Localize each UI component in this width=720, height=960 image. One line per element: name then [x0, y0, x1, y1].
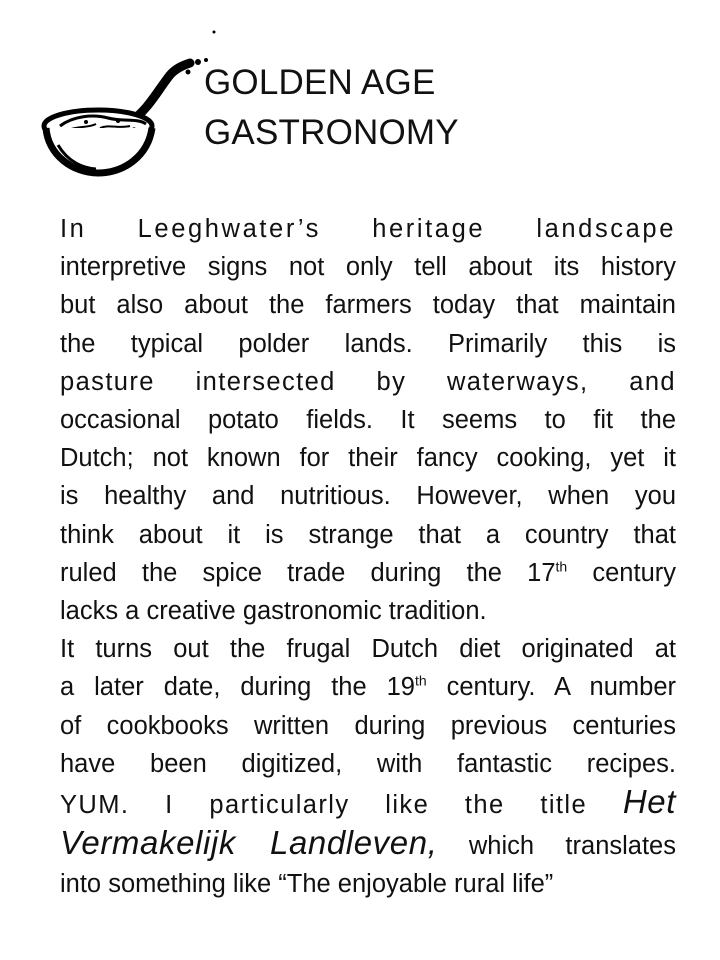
- page-title: [204, 58, 459, 158]
- text-line: the typical polder lands. Primarily this is: [60, 329, 676, 358]
- text-segment: YUM. I particularly like the title: [60, 791, 623, 820]
- bowl-drawing: [38, 30, 228, 180]
- soup-bowl-with-spoon-icon: [38, 30, 228, 180]
- superscript: th: [555, 558, 568, 575]
- text-line: into something like “The enjoyable rural life”: [60, 870, 554, 899]
- title-line-2: GASTRONOMY: [204, 113, 459, 152]
- text-line: It turns out the frugal Dutch diet originated at: [60, 635, 676, 664]
- text-line: is healthy and nutritious. However, when you: [60, 482, 676, 511]
- book-title: Vermakelijk Landleven,: [60, 824, 438, 862]
- text-line: [60, 554, 676, 592]
- text-segment: century: [567, 558, 676, 587]
- book-title: Het: [622, 783, 676, 821]
- text-segment: which translates: [437, 832, 676, 861]
- text-line: [60, 668, 676, 706]
- text-line: think about it is strange that a country that: [60, 520, 676, 549]
- paragraph-1: [60, 210, 676, 630]
- text-line: lacks a creative gastronomic tradition.: [60, 597, 487, 626]
- text-line: pasture intersected by waterways, and: [60, 367, 676, 396]
- text-line: but also about the farmers today that maintain: [60, 291, 676, 320]
- text-line: [60, 824, 676, 865]
- text-segment: ruled the spice trade during the 17: [60, 558, 556, 587]
- text-line: In Leeghwater’s heritage landscape: [60, 215, 676, 243]
- text-line: have been digitized, with fantastic recipes.: [60, 749, 676, 778]
- text-line: Dutch; not known for their fancy cooking, yet it: [60, 444, 676, 473]
- superscript: th: [414, 672, 427, 689]
- text-segment: a later date, during the 19: [60, 673, 415, 702]
- paragraph-2: [60, 630, 676, 903]
- text-line: interpretive signs not only tell about its history: [60, 253, 676, 282]
- text-segment: century. A number: [426, 673, 676, 702]
- title-line-1: GOLDEN AGE: [204, 63, 436, 102]
- text-line: occasional potato fields. It seems to fit the: [60, 406, 676, 435]
- article-body: [60, 210, 676, 904]
- text-line: of cookbooks written during previous centuries: [60, 711, 676, 740]
- text-line: [60, 783, 676, 824]
